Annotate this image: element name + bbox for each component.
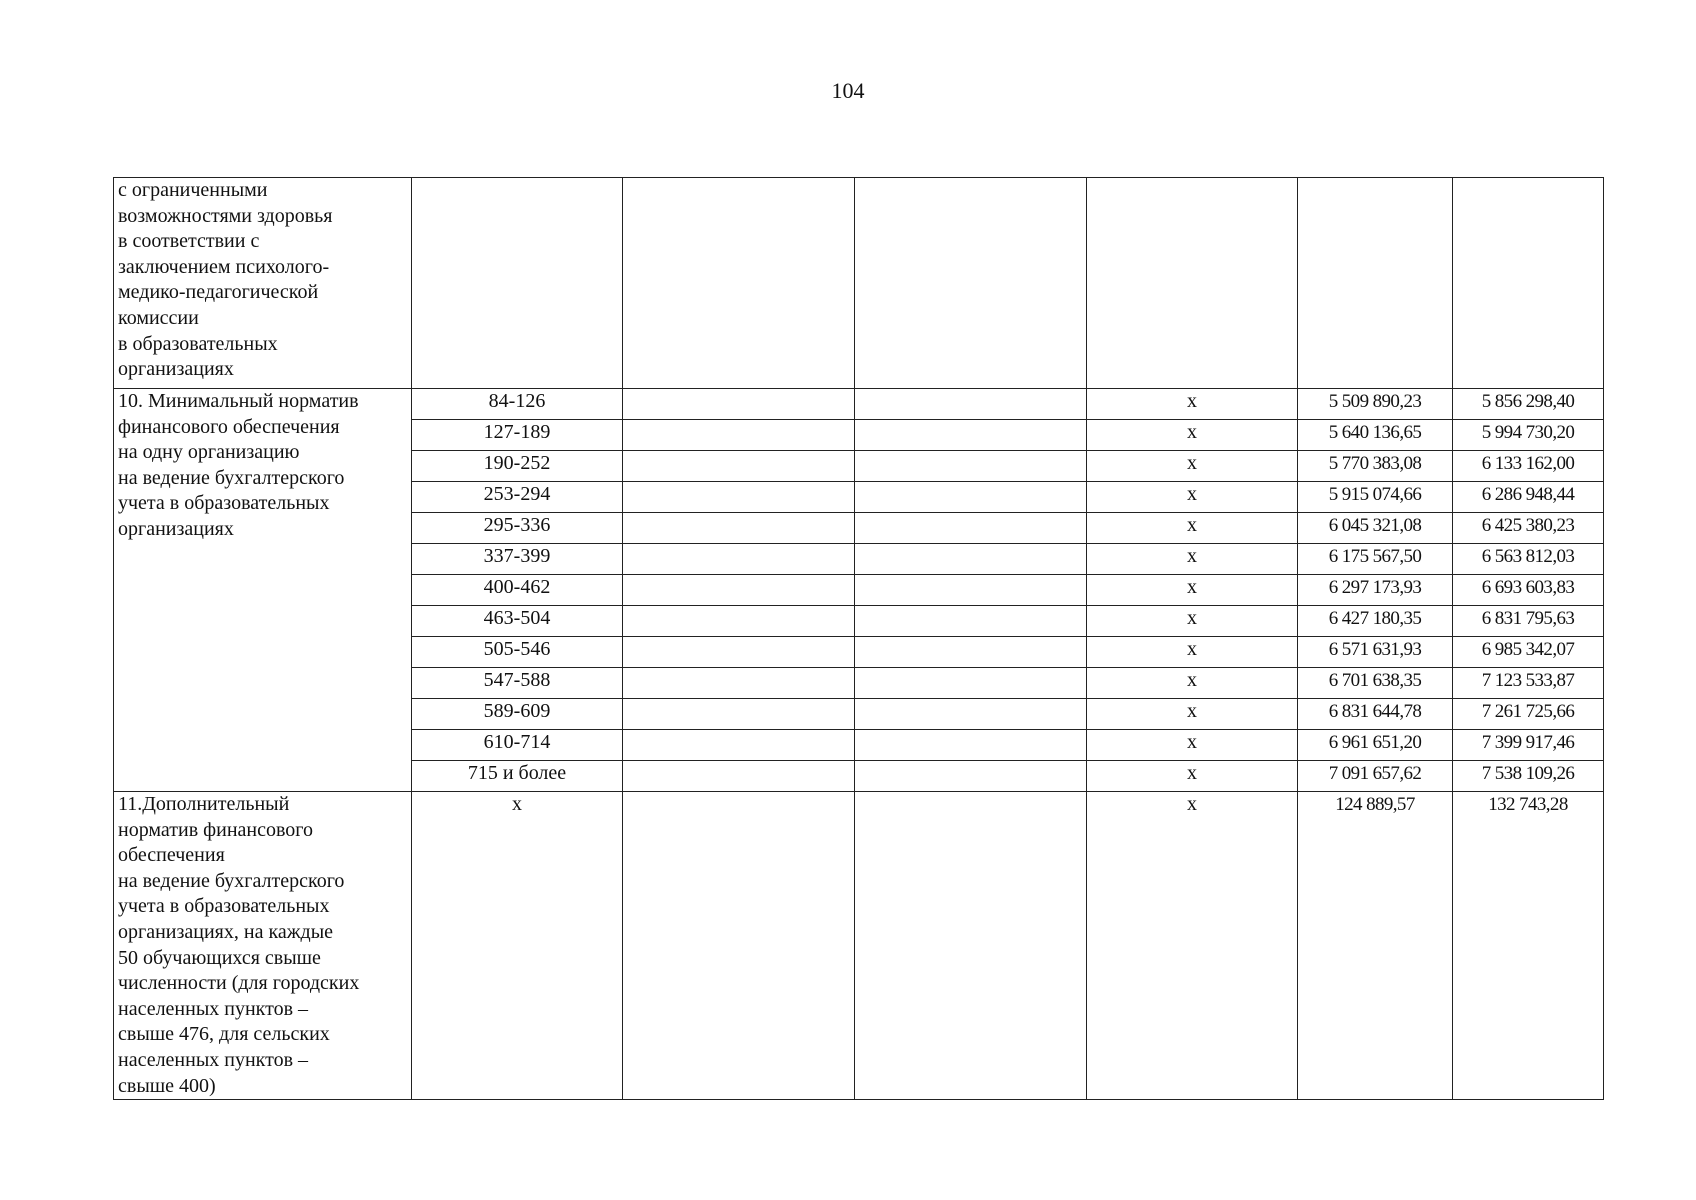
empty-cell [623,699,855,730]
empty-cell [623,730,855,761]
normative-value-cell: 6 701 638,35 [1298,668,1453,699]
empty-cell [855,606,1087,637]
normative-value-cell: 5 994 730,20 [1453,420,1604,451]
empty-cell [623,513,855,544]
section-10-label-cell [114,389,412,792]
x-mark-cell: х [1087,482,1298,513]
label-line: с ограниченными [118,179,268,201]
empty-cell [855,544,1087,575]
empty-cell [855,389,1087,420]
enrollment-range-cell: 253-294 [412,482,623,513]
x-mark-cell: х [412,792,623,1100]
normative-value-cell: 6 571 631,93 [1298,637,1453,668]
table-row [114,792,1604,1100]
empty-cell [623,606,855,637]
normative-value-cell: 6 175 567,50 [1298,544,1453,575]
section-11-label-cell [114,792,412,1100]
label-line: финансового обеспечения [118,415,340,438]
x-mark-cell: х [1087,699,1298,730]
normative-value-cell: 6 427 180,35 [1298,606,1453,637]
normative-value-cell: 7 399 917,46 [1453,730,1604,761]
x-mark-cell: х [1087,668,1298,699]
empty-cell [855,575,1087,606]
empty-cell [623,451,855,482]
normative-value-cell: 7 261 725,66 [1453,699,1604,730]
x-mark-cell: х [1087,606,1298,637]
enrollment-range-cell: 127-189 [412,420,623,451]
x-mark-cell: х [1087,389,1298,420]
normative-value-cell: 5 509 890,23 [1298,389,1453,420]
x-mark-cell: х [1087,513,1298,544]
normative-value-cell: 6 133 162,00 [1453,451,1604,482]
label-line: населенных пунктов – [118,997,309,1020]
label-line: в образовательных [118,332,278,355]
empty-cell [855,699,1087,730]
empty-cell [623,420,855,451]
normative-value-cell: 5 770 383,08 [1298,451,1453,482]
normative-value-cell: 7 538 109,26 [1453,761,1604,792]
normative-value-cell: 6 831 795,63 [1453,606,1604,637]
label-line: заключением психолого- [118,255,330,278]
table-body [114,178,1604,1100]
label-line: численности (для городских [118,972,360,995]
empty-cell [623,792,855,1100]
normative-value-cell: 6 961 651,20 [1298,730,1453,761]
table-row [114,389,1604,420]
empty-cell [855,178,1087,389]
normative-value-cell: 6 563 812,03 [1453,544,1604,575]
label-line: свыше 476, для сельских [118,1023,330,1046]
empty-cell [412,178,623,389]
empty-cell [855,482,1087,513]
normative-value-cell: 5 915 074,66 [1298,482,1453,513]
table-row [114,178,1604,389]
normative-table [113,177,1604,1100]
empty-cell [1298,178,1453,389]
empty-cell [855,513,1087,544]
empty-cell [623,575,855,606]
enrollment-range-cell: 337-399 [412,544,623,575]
label-line: комиссии [118,306,199,329]
empty-cell [623,178,855,389]
empty-cell [855,792,1087,1100]
normative-value-cell: 6 297 173,93 [1298,575,1453,606]
label-line: организациях, на каждые [118,920,334,943]
empty-cell [1087,178,1298,389]
empty-cell [855,420,1087,451]
label-line: населенных пунктов – [118,1048,309,1071]
x-mark-cell: х [1087,575,1298,606]
empty-cell [623,482,855,513]
label-line: на ведение бухгалтерского [118,466,345,489]
label-line: медико-педагогической [118,281,319,304]
x-mark-cell: х [1087,451,1298,482]
label-line: норматив финансового [118,818,313,841]
enrollment-range-cell: 715 и более [412,761,623,792]
page-number: 104 [831,78,865,103]
label-line: на одну организацию [118,441,300,464]
empty-cell [623,544,855,575]
enrollment-range-cell: 589-609 [412,699,623,730]
x-mark-cell: х [1087,637,1298,668]
normative-value-cell: 5 640 136,65 [1298,420,1453,451]
enrollment-range-cell: 505-546 [412,637,623,668]
normative-value-cell: 6 985 342,07 [1453,637,1604,668]
label-line: учета в образовательных [118,895,330,918]
normative-value-cell: 5 856 298,40 [1453,389,1604,420]
normative-value-cell: 6 286 948,44 [1453,482,1604,513]
normative-value-cell: 7 091 657,62 [1298,761,1453,792]
label-line: организациях [118,358,234,381]
empty-cell [1453,178,1604,389]
enrollment-range-cell: 610-714 [412,730,623,761]
label-line: 11.Дополнительный [118,793,290,815]
empty-cell [855,730,1087,761]
enrollment-range-cell: 400-462 [412,575,623,606]
label-line: возможностями здоровья [118,204,333,227]
label-line: 50 обучающихся свыше [118,946,321,969]
empty-cell [855,668,1087,699]
x-mark-cell: х [1087,761,1298,792]
continued-label-cell [114,178,412,389]
empty-cell [623,637,855,668]
normative-value-cell: 132 743,28 [1453,792,1604,1100]
empty-cell [623,668,855,699]
label-line: 10. Минимальный норматив [118,390,359,412]
x-mark-cell: х [1087,420,1298,451]
x-mark-cell: х [1087,792,1298,1100]
x-mark-cell: х [1087,544,1298,575]
label-line: учета в образовательных [118,492,330,515]
label-line: обеспечения [118,844,225,867]
empty-cell [855,761,1087,792]
normative-value-cell: 6 831 644,78 [1298,699,1453,730]
label-line: организациях [118,517,234,540]
enrollment-range-cell: 295-336 [412,513,623,544]
normative-value-cell: 6 693 603,83 [1453,575,1604,606]
empty-cell [855,451,1087,482]
enrollment-range-cell: 84-126 [412,389,623,420]
enrollment-range-cell: 190-252 [412,451,623,482]
normative-value-cell: 6 045 321,08 [1298,513,1453,544]
normative-value-cell: 6 425 380,23 [1453,513,1604,544]
empty-cell [623,389,855,420]
enrollment-range-cell: 463-504 [412,606,623,637]
empty-cell [623,761,855,792]
label-line: свыше 400) [118,1074,216,1097]
normative-value-cell: 7 123 533,87 [1453,668,1604,699]
empty-cell [855,637,1087,668]
x-mark-cell: х [1087,730,1298,761]
label-line: в соответствии с [118,230,260,253]
label-line: на ведение бухгалтерского [118,869,345,892]
enrollment-range-cell: 547-588 [412,668,623,699]
normative-value-cell: 124 889,57 [1298,792,1453,1100]
